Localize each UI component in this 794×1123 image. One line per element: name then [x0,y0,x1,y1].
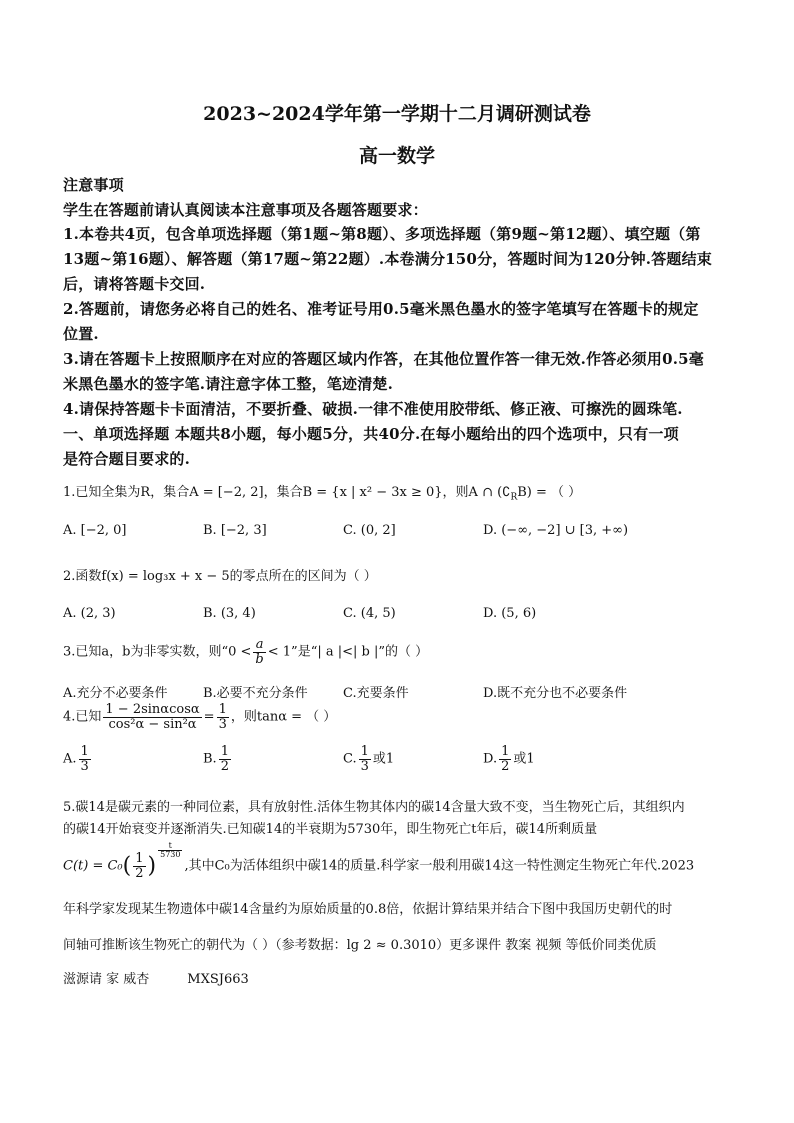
q4-option-d-fraction [499,745,511,773]
question-2-stem: 2.函数f(x) = log₃x + x − 5的零点所在的区间为（ ） [63,569,377,584]
q4-stem-part-a: 4.已知 [63,709,102,725]
notice-line-3: 后，请将答题卡交回. [63,275,206,293]
q4-rhs-fraction [217,703,229,731]
q4-option-a-denominator: 3 [80,758,89,774]
q4-option-b-fraction [219,745,231,773]
q4-option-d-numerator: 1 [501,744,510,759]
q5-line-3-tail: ,其中C₀为活体组织中碳14的质量.科学家一般利用碳14这一特性测定生物死亡年代.2023 [184,858,695,874]
q3-stem-part-b: < 1”是“| a |<| b |”的（ ） [267,644,429,660]
notice-heading: 注意事项 [63,176,124,194]
question-5-line-6 [63,968,733,987]
exam-subject: 高一数学 [358,145,435,167]
q4-lhs-fraction [103,703,201,731]
q1-option-b: B. [−2, 3] [203,523,267,538]
question-1-stem [63,481,733,503]
q1-option-c: C. (0, 2] [343,523,396,538]
q1-set-b: {x | x² − 3x ≥ 0} [331,485,443,500]
q2-option-b: B. (3, 4) [203,606,256,621]
q5-line-6-code: MXSJ663 [187,972,249,987]
q4-option-c-denominator: 3 [360,758,369,774]
question-5-line-2: 的碳14开始衰变并逐渐消失.已知碳14的半衰期为5730年，即生物死亡t年后，碳14所剩质量 [63,822,598,837]
q1-stem-part-a: 1.已知全集为R，集合A = [−2, 2]，集合B = [63,485,332,500]
q4-option-c [343,745,394,773]
question-5-line-4: 年科学家发现某生物遗体中碳14含量约为原始质量的0.8倍，依据计算结果并结合下图中我国历史朝代的时 [63,902,673,917]
q3-fraction-numerator: a [253,638,265,653]
q4-option-a-label: A. [63,751,77,767]
q1-option-a: A. [−2, 0] [63,523,127,538]
q4-lhs-denominator: cos²α − sin²α [108,716,197,732]
question-5-line-5: 间轴可推断该生物死亡的朝代为（ ）（参考数据：lg 2 ≈ 0.3010）更多课件 教案 视频 等低价同类优质 [63,938,657,953]
q1-option-d: D. (−∞, −2] ∪ [3, +∞) [483,523,629,538]
q4-option-d [483,745,535,773]
q4-rhs-numerator: 1 [218,702,227,717]
q4-option-b-label: B. [203,751,217,767]
question-5-formula-line: C(t) = C₀( $\frac{1}{2}$ ) $\frac{t}{5730}$ ,其中C₀为活体组织中碳14的质量.科学家一般利用碳14这一特性测定生物死亡年代.2023 [63,841,695,881]
q4-equals: = [203,709,215,725]
q2-option-a: A. (2, 3) [63,606,116,621]
question-3-stem [63,638,733,666]
q4-option-b-denominator: 2 [220,758,229,774]
q2-option-d: D. (5, 6) [483,606,537,621]
q4-option-a-numerator: 1 [80,744,89,759]
q3-fraction [253,638,265,666]
q1-stem-part-c: B) = （ ） [517,485,582,500]
q4-option-c-tail: 或1 [372,751,395,767]
q2-option-c: C. (4, 5) [343,606,396,621]
q5-formula-lhs: C(t) = C₀ [63,858,123,874]
question-5-line-1: 5.碳14是碳元素的一种同位素，具有放射性.活体生物其体内的碳14含量大致不变，当生物死亡后，其组织内 [63,800,685,815]
q4-rhs-denominator: 3 [218,716,227,732]
q3-fraction-denominator: b [255,651,264,667]
q4-option-b [203,745,233,773]
q5-base-numerator: 1 [135,851,144,866]
question-4-stem [63,703,733,731]
q4-option-d-label: D. [483,751,498,767]
section-heading-line-1: 一、单项选择题 本题共8小题，每小题5分，共40分.在每小题给出的四个选项中，只有一项 [63,425,679,443]
q4-option-c-numerator: 1 [360,744,369,759]
notice-line-5: 位置. [63,325,99,343]
notice-intro: 学生在答题前请认真阅读本注意事项及各题答题要求： [63,201,428,219]
section-heading-line-2: 是符合题目要求的. [63,450,191,468]
q4-option-c-label: C. [343,751,357,767]
q5-exponent-denominator: 5730 [160,850,181,860]
notice-line-2: 13题~第16题）、解答题（第17题~第22题）.本卷满分150分，答题时间为120分钟.答题结束 [63,250,713,268]
q4-option-c-fraction [359,745,371,773]
q4-option-a [63,745,93,773]
q5-formula-base [133,852,145,880]
q3-option-d: D.既不充分也不必要条件 [483,686,628,701]
q3-option-a: A.充分不必要条件 [63,686,168,701]
q5-base-denominator: 2 [135,865,144,881]
q4-option-b-numerator: 1 [220,744,229,759]
q4-stem-part-b: ，则tanα = （ ） [230,709,337,725]
q4-option-d-denominator: 2 [501,758,510,774]
q3-stem-part-a: 3.已知a，b为非零实数，则“0 < [63,644,252,660]
notice-line-7: 米黑色墨水的签字笔.请注意字体工整，笔迹清楚. [63,375,394,393]
notice-line-6: 3.请在答题卡上按照顺序在对应的答题区域内作答，在其他位置作答一律无效.作答必须用0.5毫 [63,350,704,368]
q1-stem-part-b: ，则A ∩ (∁ [442,485,511,500]
notice-line-8: 4.请保持答题卡卡面清洁，不要折叠、破损.一律不准使用胶带纸、修正液、可擦洗的圆珠笔. [63,400,683,418]
q4-lhs-numerator: 1 − 2sinαcosα [105,702,200,717]
exam-title: 2023~2024学年第一学期十二月调研测试卷 [203,103,591,125]
q5-line-6-text: 滋源请 家 威杏 [63,972,150,987]
q3-option-c: C.充要条件 [343,686,409,701]
q5-exponent-numerator: t [158,842,182,851]
q4-option-a-fraction [79,745,91,773]
q5-formula-exponent [158,842,182,860]
q1-complement-subscript: R [510,492,518,503]
notice-line-1: 1.本卷共4页，包含单项选择题（第1题~第8题）、多项选择题（第9题~第12题）、填空题（第 [63,225,701,243]
q4-option-d-tail: 或1 [513,751,535,767]
q3-option-b: B.必要不充分条件 [203,686,308,701]
notice-line-4: 2.答题前，请您务必将自己的姓名、准考证号用0.5毫米黑色墨水的签字笔填写在答题卡的规定 [63,300,699,318]
